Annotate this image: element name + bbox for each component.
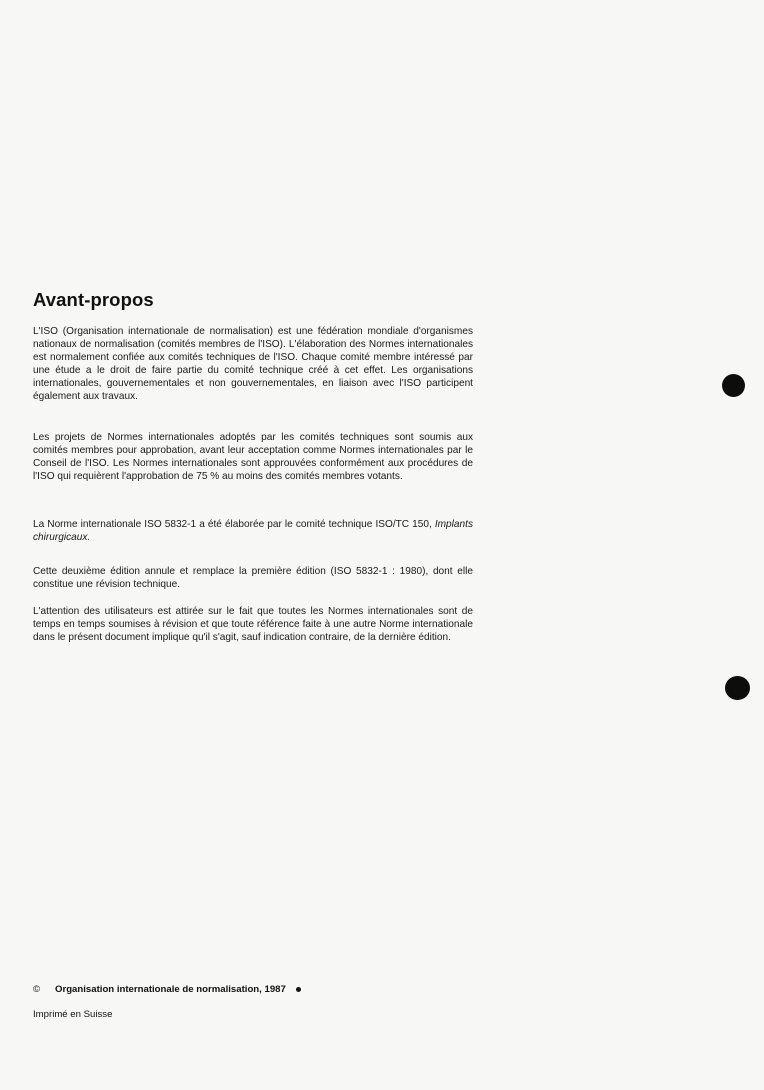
section-title: Avant-propos: [33, 289, 154, 310]
paragraph-iso-intro: L'ISO (Organisation internationale de normalisation) est une fédération mondiale d'organismes nationaux de normalisation (comités membres de l'ISO). L'élaboration des Normes internationales est normalement confiée aux comités techniques de l'ISO. Chaque comité membre intéressé par une étude a le droit de faire partie du comité technique créé à cet effet. Les organisations internationales, gouvernementales et non gouvernementales, en liaison avec l'ISO participent également aux travaux.: [33, 326, 473, 403]
paragraph-committee-text: La Norme internationale ISO 5832-1 a été élaborée par le comité technique ISO/TC 150,: [33, 519, 435, 530]
paragraph-draft-approval: Les projets de Normes internationales adoptés par les comités techniques sont soumis aux comités membres pour approbation, avant leur acceptation comme Normes internationales par le Conseil de l'ISO. Les Normes internationales sont approuvées conformément aux procédures de l'ISO qui requièrent l'approbation de 75 % au moins des comités membres votants.: [33, 432, 473, 483]
copyright-line: [33, 984, 301, 995]
bullet-icon: [296, 987, 301, 992]
filled-circle-icon: [725, 676, 750, 700]
printed-in: Imprimé en Suisse: [33, 1009, 113, 1020]
copyright-organization: Organisation internationale de normalisation, 1987: [55, 984, 286, 995]
paragraph-committee: [33, 518, 473, 544]
copyright-icon: ©: [33, 984, 41, 995]
paragraph-edition: Cette deuxième édition annule et remplace la première édition (ISO 5832-1 : 1980), dont elle constitue une révision technique.: [33, 566, 473, 591]
filled-circle-icon: [722, 374, 745, 397]
paragraph-committee-italic: Implants chirurgicaux.: [33, 519, 473, 544]
paragraph-attention: L'attention des utilisateurs est attirée sur le fait que toutes les Normes internationales sont de temps en temps soumises à révision et que toute référence faite à une autre Norme internationale dans le présent document implique qu'il s'agit, sauf indication contraire, de la dernière édition.: [33, 606, 473, 644]
